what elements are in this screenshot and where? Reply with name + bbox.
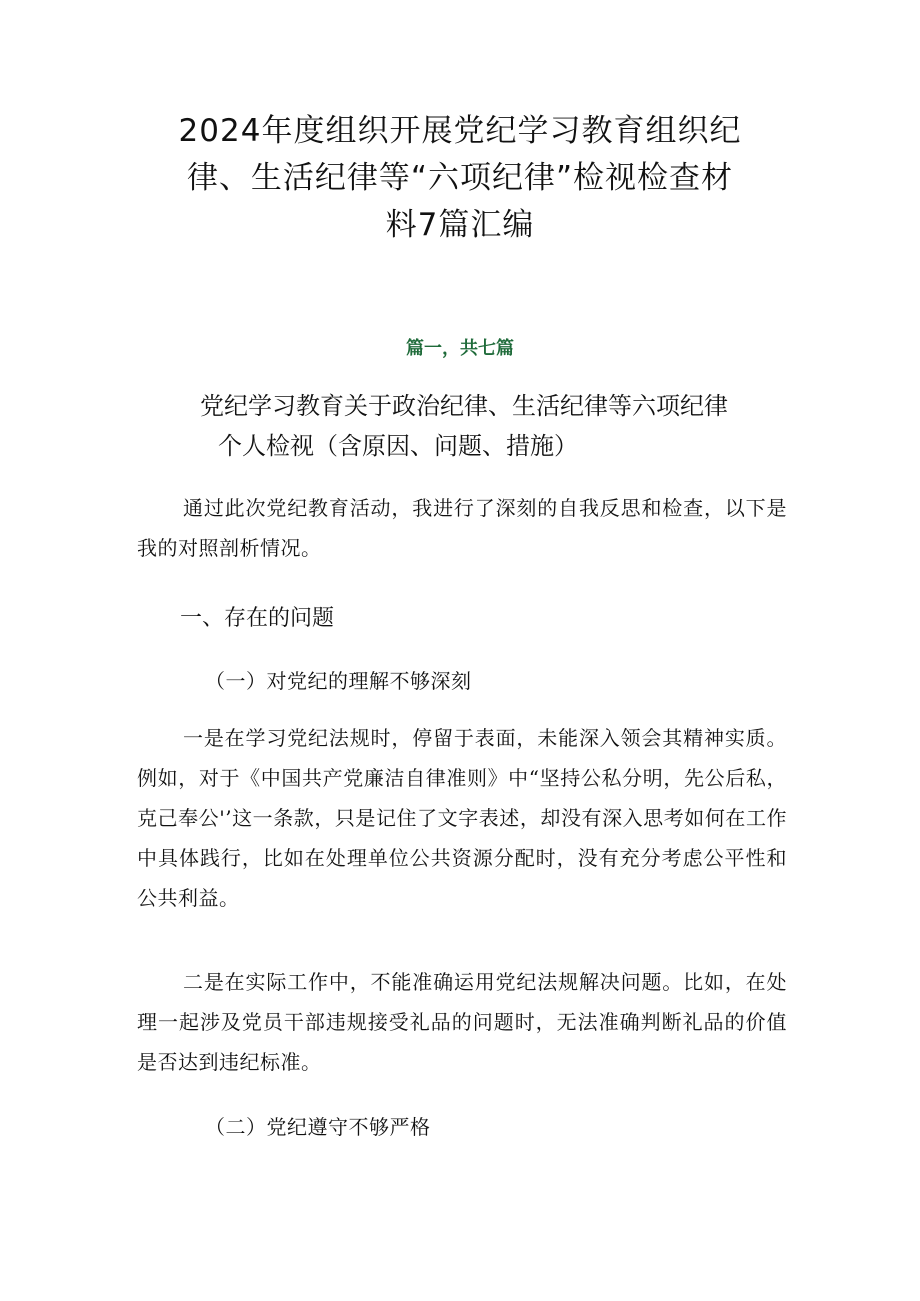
title-line-1: 2024年度组织开展党纪学习教育组织纪 <box>178 113 742 149</box>
subsection-heading-understanding: （一）对党纪的理解不够深刻 <box>205 669 472 693</box>
title-line-2: 律、生活纪律等“六项纪律”检视检查材 <box>186 160 734 196</box>
article-title-line-2: 个人检视（含原因、问题、措施） <box>218 432 578 460</box>
section-heading-problems: 一、存在的问题 <box>180 606 335 631</box>
title-line-3: 料7篇汇编 <box>385 207 535 243</box>
article-title <box>180 386 800 466</box>
document-title <box>150 108 770 249</box>
intro-paragraph: 通过此次党纪教育活动，我进行了深刻的自我反思和检查，以下是我的对照剖析情况。 <box>137 496 787 560</box>
subsection-heading-compliance: （二）党纪遵守不够严格 <box>205 1115 431 1139</box>
article-title-line-1: 党纪学习教育关于政治纪律、生活纪律等六项纪律 <box>200 392 728 420</box>
body-paragraph-1: 一是在学习党纪法规时，停留于表面，未能深入领会其精神实质。例如，对于《中国共产党廉洁自律准则》中“坚持公私分明，先公后私，克己奉公'’这一条款，只是记住了文字表述，却没有深入思考如何在工作中具体践行，比如在处理单位公共资源分配时，没有充分考虑公平性和公共利益。 <box>137 726 787 910</box>
body-paragraph-2: 二是在实际工作中，不能准确运用党纪法规解决问题。比如，在处理一起涉及党员干部违规接受礼品的问题时，无法准确判断礼品的价值是否达到违纪标准。 <box>137 970 787 1074</box>
part-label: 篇一，共七篇 <box>406 338 514 359</box>
